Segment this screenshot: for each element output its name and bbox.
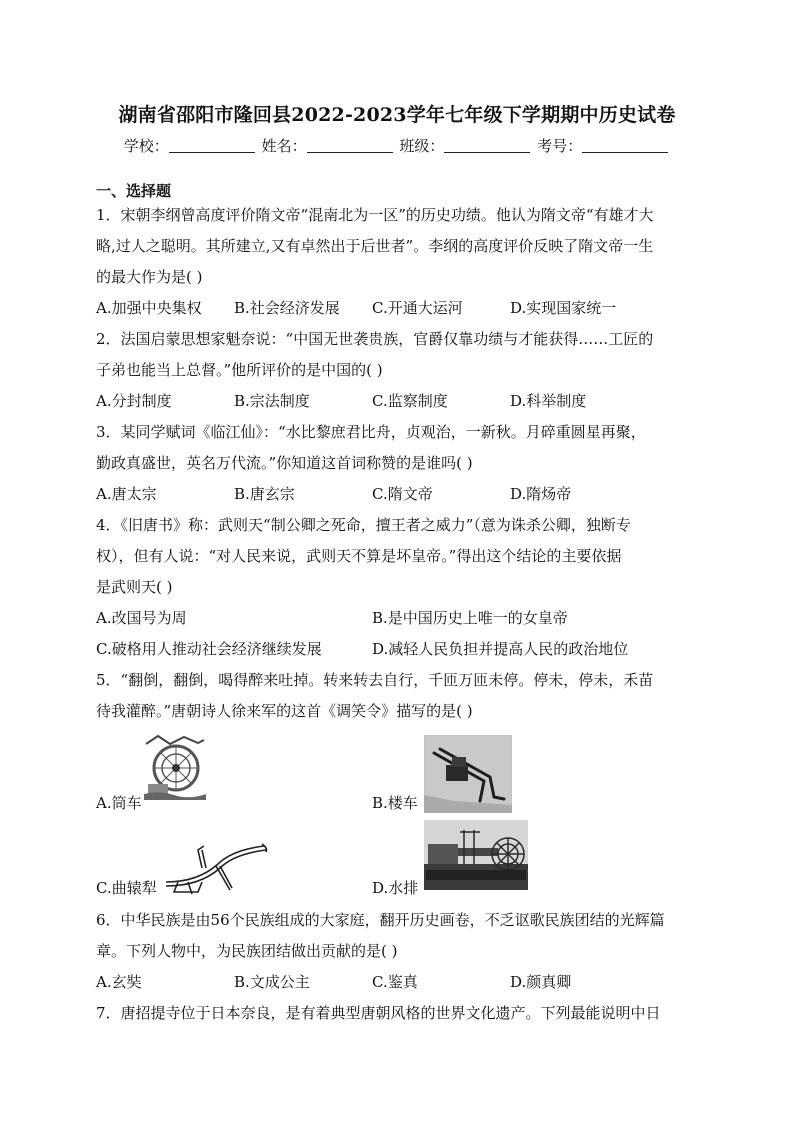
school-blank[interactable]	[169, 138, 255, 153]
question-4-option-d[interactable]: D.减轻人民负担并提高人民的政治地位	[372, 640, 629, 658]
question-2-line-1: 2．法国启蒙思想家魁奈说：“中国无世袭贵族，官爵仅靠功绩与才能获得……工匠的	[96, 330, 654, 348]
question-4-option-b[interactable]: B.是中国历史上唯一的女皇帝	[372, 609, 568, 627]
question-4-line-1: 4．《旧唐书》称：武则天“制公卿之死命，擅王者之威力”（意为诛杀公卿，独断专	[96, 516, 631, 534]
question-3-line-1: 3．某同学赋词《临江仙》：“水比黎庶君比舟，贞观治，一新秋。月碎重圆星再聚，	[96, 423, 646, 441]
question-5-line-1: 5．“翻倒，翻倒，喝得醉来吐掉。转来转去自行，千匝万匝未停。停未，停未，禾苗	[96, 671, 654, 689]
exam-title: 湖南省邵阳市隆回县2022-2023学年七年级下学期期中历史试卷	[118, 104, 676, 126]
question-6-option-b[interactable]: B.文成公主	[234, 973, 310, 991]
question-4-option-c[interactable]: C.破格用人推动社会经济继续发展	[96, 640, 322, 658]
question-3-option-c[interactable]: C.隋文帝	[372, 485, 433, 503]
question-4-option-a[interactable]: A.改国号为周	[96, 609, 187, 627]
question-6-option-d[interactable]: D.颜真卿	[510, 973, 572, 991]
shuipai-image	[424, 820, 528, 890]
class-blank[interactable]	[444, 138, 530, 153]
question-1-option-c[interactable]: C.开通大运河	[372, 299, 463, 317]
question-6-line-2: 章。下列人物中，为民族团结做出贡献的是( )	[96, 942, 398, 960]
question-5-option-a[interactable]: A.筒车	[96, 794, 142, 812]
question-3-option-d[interactable]: D.隋炀帝	[510, 485, 572, 503]
question-5-option-c[interactable]: C.曲辕犁	[96, 879, 157, 897]
question-4-line-3: 是武则天( )	[96, 578, 173, 596]
question-4-line-2: 权），但有人说：“对人民来说，武则天不算是坏皇帝。”得出这个结论的主要依据	[96, 547, 622, 565]
question-1-option-a[interactable]: A.加强中央集权	[96, 299, 202, 317]
student-info-line	[0, 135, 794, 156]
louche-image	[424, 735, 512, 813]
question-6-option-c[interactable]: C.鉴真	[372, 973, 418, 991]
question-2-line-2: 子弟也能当上总督。”他所评价的是中国的( )	[96, 361, 383, 379]
quyuanli-image	[158, 838, 270, 896]
question-5-option-b[interactable]: B.楼车	[372, 794, 418, 812]
class-label: 班级：	[399, 137, 445, 155]
question-3-option-b[interactable]: B.唐玄宗	[234, 485, 295, 503]
question-2-option-b[interactable]: B.宗法制度	[234, 392, 310, 410]
question-5-line-2: 待我灌醉。”唐朝诗人徐来军的这首《调笑令》描写的是( )	[96, 702, 473, 720]
question-1-line-1: 1．宋朝李纲曾高度评价隋文帝“混南北为一区”的历史功绩。他认为隋文帝“有雄才大	[96, 206, 654, 224]
exam-number-blank[interactable]	[582, 138, 668, 153]
section-heading: 一、选择题	[96, 182, 172, 200]
question-7-line-1: 7．唐招提寺位于日本奈良，是有着典型唐朝风格的世界文化遗产。下列最能说明中日	[96, 1004, 661, 1022]
tongche-image	[144, 734, 206, 800]
exam-number-label: 考号：	[537, 137, 583, 155]
question-3-line-2: 勤政真盛世，英名万代流。”你知道这首词称赞的是谁吗( )	[96, 454, 473, 472]
school-label: 学校：	[123, 137, 169, 155]
question-3-option-a[interactable]: A.唐太宗	[96, 485, 157, 503]
question-1-option-d[interactable]: D.实现国家统一	[510, 299, 617, 317]
question-6-line-1: 6．中华民族是由56个民族组成的大家庭，翻开历史画卷，不乏讴歌民族团结的光辉篇	[96, 911, 665, 929]
question-5-option-d[interactable]: D.水排	[372, 879, 419, 897]
question-1-line-2: 略,过人之聪明。其所建立,又有卓然出于后世者”。李纲的高度评价反映了隋文帝一生	[96, 237, 654, 255]
question-1-line-3: 的最大作为是( )	[96, 268, 203, 286]
question-1-option-b[interactable]: B.社会经济发展	[234, 299, 340, 317]
question-6-option-a[interactable]: A.玄奘	[96, 973, 142, 991]
question-2-option-c[interactable]: C.监察制度	[372, 392, 448, 410]
name-blank[interactable]	[307, 138, 393, 153]
name-label: 姓名：	[261, 137, 307, 155]
question-2-option-a[interactable]: A.分封制度	[96, 392, 172, 410]
question-2-option-d[interactable]: D.科举制度	[510, 392, 587, 410]
